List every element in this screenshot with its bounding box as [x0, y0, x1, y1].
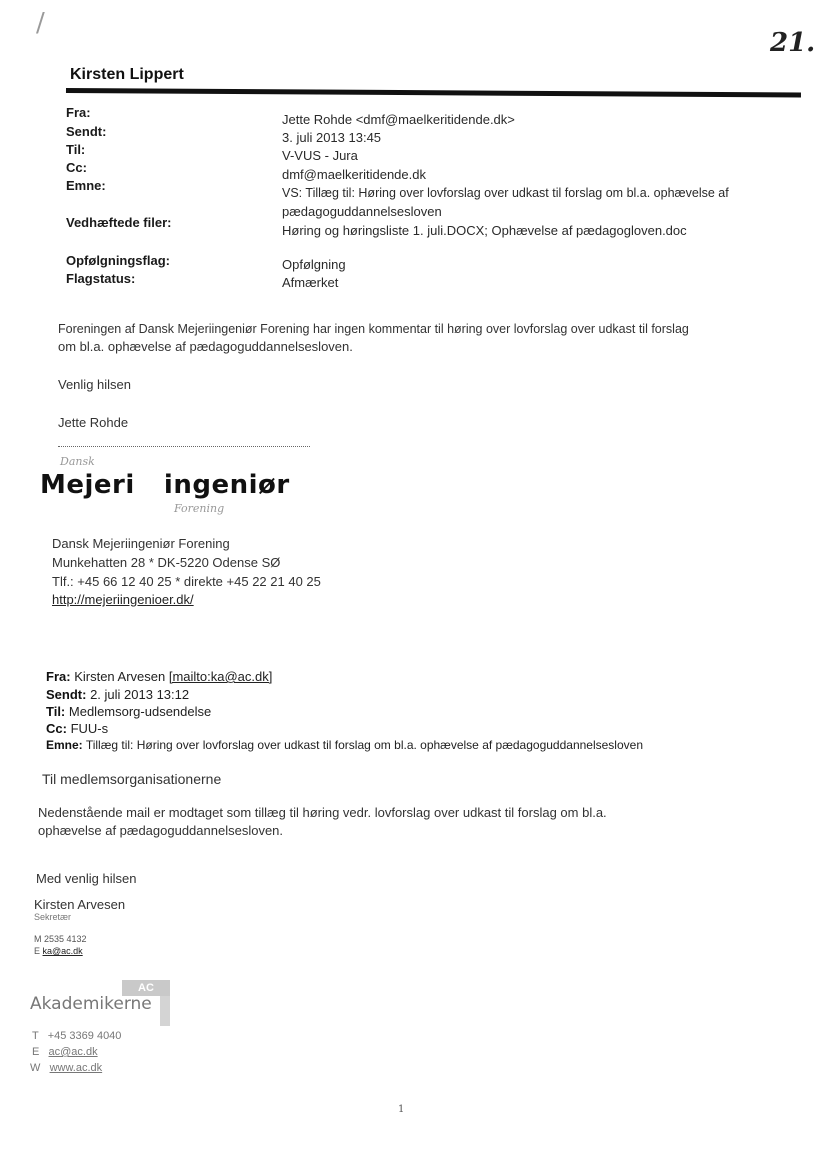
value-flag-status: Afmærket [282, 275, 339, 290]
page-mark: / [36, 8, 45, 38]
logo-bottom-word: Forening [174, 502, 225, 515]
fwd-subject-value: Tillæg til: Høring over lovforslag over udkast til forslag om bl.a. ophævelse af pædagoguddannelsesloven [85, 738, 643, 752]
message-line2: om bl.a. ophævelse af pædagoguddannelsesloven. [58, 339, 353, 354]
footer-page-number: 1 [398, 1104, 405, 1115]
value-subject-line1: VS: Tillæg til: Høring over lovforslag over udkast til forslag om bl.a. ophævelse af [282, 186, 729, 200]
ac-email-label: E [32, 1046, 40, 1058]
fwd-cc-label: Cc: [46, 721, 67, 736]
ac-web-row [30, 1062, 102, 1074]
signature-address: Munkehatten 28 * DK-5220 Odense SØ [52, 555, 281, 570]
value-from: Jette Rohde <dmf@maelkeritidende.dk> [282, 112, 515, 127]
signature-org: Dansk Mejeriingeniør Forening [52, 536, 230, 551]
signature-separator [58, 446, 310, 447]
label-attachments: Vedhæftede filer: [66, 215, 172, 230]
fwd-body-line2: ophævelse af pædagoguddannelsesloven. [38, 823, 284, 838]
message-signer: Jette Rohde [58, 415, 129, 430]
fwd-mobile: M 2535 4132 [34, 934, 87, 944]
value-followup-flag: Opfølgning [282, 257, 346, 272]
value-cc: dmf@maelkeritidende.dk [282, 167, 426, 182]
ac-email-row [32, 1046, 98, 1058]
fwd-salutation: Til medlemsorganisationerne [42, 771, 222, 787]
fwd-mailto-link[interactable]: [mailto:ka@ac.dk] [168, 669, 273, 684]
fwd-sent-value: 2. juli 2013 13:12 [90, 687, 190, 702]
handwritten-page-number: 21. [770, 28, 816, 58]
mailbox-owner: Kirsten Lippert [70, 66, 184, 83]
fwd-from-row [46, 669, 272, 684]
fwd-body-line1: Nedenstående mail er modtaget som tillæg til høring vedr. lovforslag over udkast til forslag om bl.a. [38, 805, 607, 820]
fwd-sent-label: Sendt: [46, 687, 87, 702]
label-cc: Cc: [66, 160, 87, 175]
label-to: Til: [66, 142, 86, 157]
ac-web-label: W [30, 1062, 41, 1074]
fwd-email-prefix: E [34, 946, 41, 956]
ac-phone: +45 3369 4040 [47, 1030, 122, 1042]
value-subject-line2: pædagoguddannelsesloven [282, 204, 442, 219]
ac-logo-name: Akademikerne [30, 994, 152, 1014]
signature-url-link[interactable]: http://mejeriingenioer.dk/ [52, 592, 194, 607]
ac-email-link[interactable]: ac@ac.dk [48, 1046, 98, 1058]
fwd-subject-row [46, 738, 643, 752]
logo-main-left: Mejeri [40, 470, 135, 500]
ac-phone-label: T [32, 1030, 39, 1042]
fwd-from-label: Fra: [46, 669, 71, 684]
message-line1: Foreningen af Dansk Mejeriingeniør Forening har ingen kommentar til høring over lovforslag over udkast til forslag [58, 322, 689, 336]
fwd-cc-row [46, 721, 108, 736]
message-greeting: Venlig hilsen [58, 377, 131, 392]
label-sent: Sendt: [66, 124, 107, 139]
label-followup-flag: Opfølgningsflag: [66, 253, 170, 268]
header-divider [66, 88, 801, 97]
fwd-subject-label: Emne: [46, 738, 83, 752]
value-attachments[interactable]: Høring og høringsliste 1. juli.DOCX; Ophævelse af pædagogloven.doc [282, 223, 687, 238]
label-flag-status: Flagstatus: [66, 271, 136, 286]
logo-main-right: ingeniør [163, 470, 290, 500]
value-to: V-VUS - Jura [282, 148, 358, 163]
fwd-to-row [46, 704, 211, 719]
ac-phone-row [32, 1030, 121, 1042]
fwd-sender-name: Kirsten Arvesen [34, 897, 126, 912]
ac-logo-tail [160, 996, 170, 1026]
logo-wordmark [40, 470, 290, 500]
label-from: Fra: [66, 105, 91, 120]
fwd-from-value: Kirsten Arvesen [74, 669, 166, 684]
ac-web-link[interactable]: www.ac.dk [49, 1062, 103, 1074]
value-sent: 3. juli 2013 13:45 [282, 130, 382, 145]
fwd-email-row [34, 946, 83, 956]
label-subject: Emne: [66, 178, 106, 193]
ac-badge: AC [122, 980, 170, 996]
logo-top-word: Dansk [60, 455, 95, 468]
signature-phone: Tlf.: +45 66 12 40 25 * direkte +45 22 21 40 25 [52, 574, 321, 589]
fwd-greeting: Med venlig hilsen [36, 871, 137, 886]
fwd-sender-title: Sekretær [34, 912, 72, 922]
fwd-sent-row [46, 687, 189, 702]
fwd-to-value: Medlemsorg-udsendelse [68, 704, 212, 719]
fwd-to-label: Til: [46, 704, 66, 719]
fwd-cc-value: FUU-s [70, 721, 109, 736]
fwd-email-link[interactable]: ka@ac.dk [42, 946, 83, 956]
